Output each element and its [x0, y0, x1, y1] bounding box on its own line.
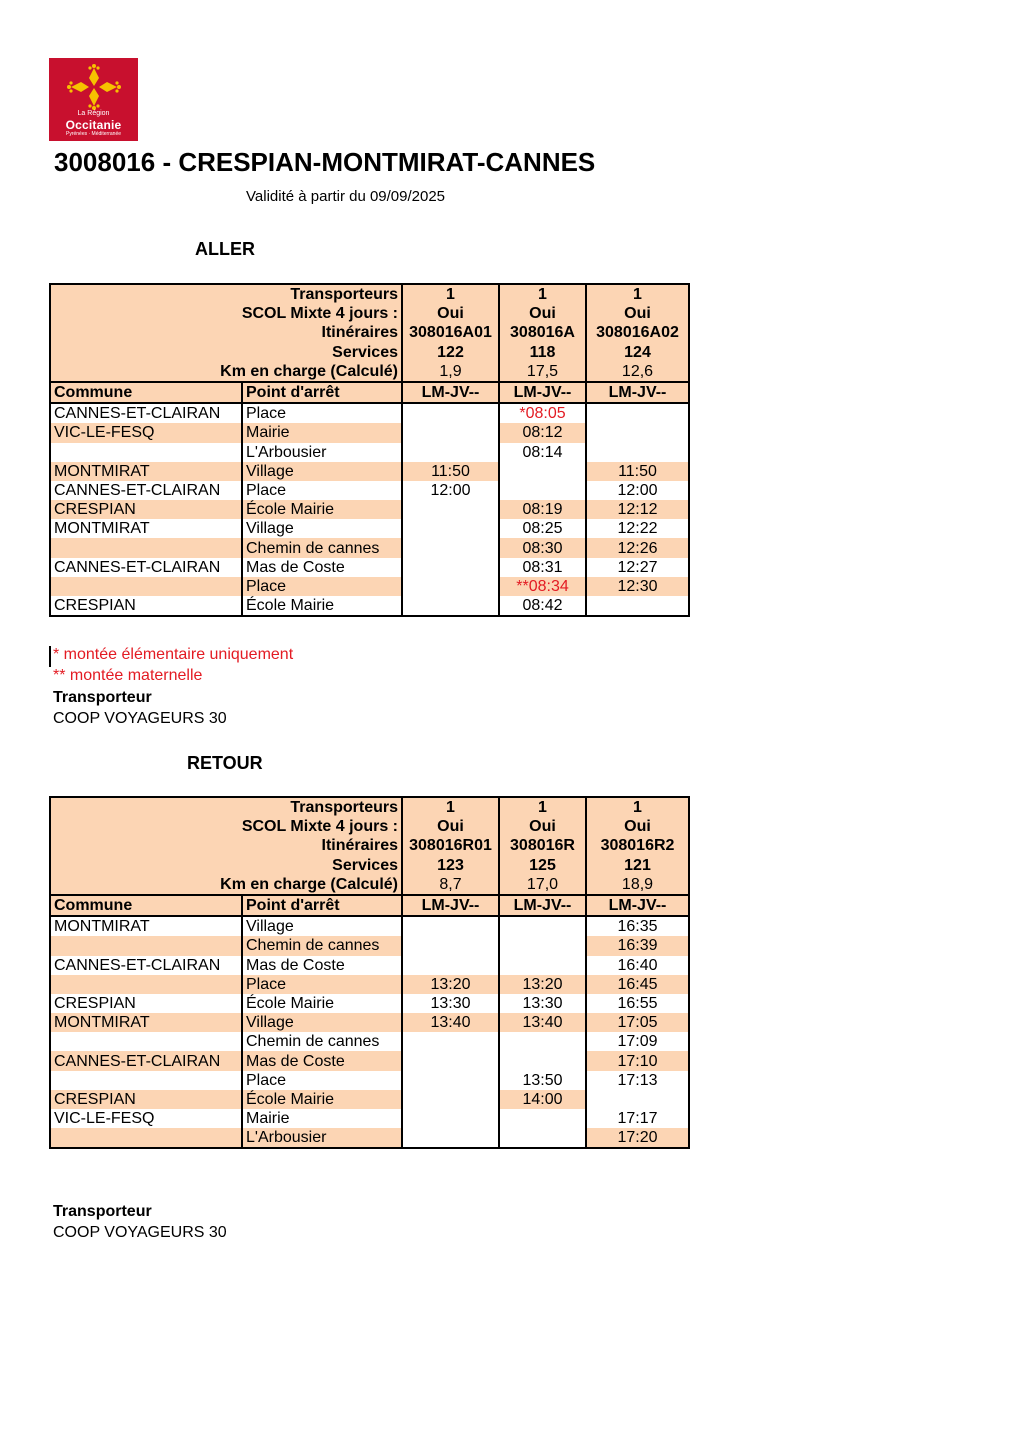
- column-header-row: [50, 895, 689, 916]
- header-value: 308016R: [499, 836, 586, 855]
- time-cell: 12:27: [586, 558, 689, 577]
- time-cell: 12:30: [586, 577, 689, 596]
- header-row: [50, 856, 689, 875]
- time-cell: 08:19: [499, 500, 586, 519]
- header-value: 123: [402, 856, 499, 875]
- commune-cell: CANNES-ET-CLAIRAN: [50, 1051, 242, 1070]
- time-cell: [402, 1032, 499, 1051]
- timetable-row: [50, 577, 689, 596]
- stop-cell: Chemin de cannes: [242, 538, 402, 557]
- retour-carrier-label: Transporteur: [53, 1203, 152, 1220]
- stop-cell: Village: [242, 462, 402, 481]
- time-cell: [586, 1090, 689, 1109]
- time-cell: [499, 1128, 586, 1148]
- timetable-row: [50, 1128, 689, 1148]
- header-value: 12,6: [586, 362, 689, 382]
- stop-cell: Mas de Coste: [242, 558, 402, 577]
- timetable-row: [50, 975, 689, 994]
- retour-carrier-name: COOP VOYAGEURS 30: [53, 1224, 227, 1241]
- stop-cell: École Mairie: [242, 596, 402, 616]
- stop-cell: Mairie: [242, 1109, 402, 1128]
- time-cell: 13:20: [499, 975, 586, 994]
- commune-cell: [50, 975, 242, 994]
- commune-cell: [50, 577, 242, 596]
- time-cell: [402, 1109, 499, 1128]
- header-value: Oui: [586, 817, 689, 836]
- time-cell: 12:00: [586, 481, 689, 500]
- commune-cell: CRESPIAN: [50, 596, 242, 616]
- header-row: [50, 797, 689, 817]
- time-cell: 08:25: [499, 519, 586, 538]
- time-cell: 12:00: [402, 481, 499, 500]
- column-header-days: LM-JV--: [586, 895, 689, 916]
- time-cell: [402, 916, 499, 936]
- aller-carrier-name: COOP VOYAGEURS 30: [53, 710, 227, 727]
- validity-date: Validité à partir du 09/09/2025: [246, 188, 446, 205]
- logo-line-2: Occitanie: [65, 118, 122, 132]
- header-value: 122: [402, 343, 499, 362]
- stop-cell: Village: [242, 519, 402, 538]
- timetable-row: [50, 519, 689, 538]
- time-cell: 08:31: [499, 558, 586, 577]
- time-cell: [402, 956, 499, 975]
- header-value: Oui: [499, 304, 586, 323]
- timetable-row: [50, 916, 689, 936]
- header-value: 125: [499, 856, 586, 875]
- time-cell: 17:17: [586, 1109, 689, 1128]
- header-value: Oui: [586, 304, 689, 323]
- stop-cell: Place: [242, 975, 402, 994]
- time-cell: [402, 403, 499, 423]
- time-cell: 11:50: [586, 462, 689, 481]
- time-cell: *08:05: [499, 403, 586, 423]
- time-cell: 17:09: [586, 1032, 689, 1051]
- stop-cell: Mas de Coste: [242, 956, 402, 975]
- header-value: 308016R2: [586, 836, 689, 855]
- time-cell: 17:13: [586, 1071, 689, 1090]
- header-label: SCOL Mixte 4 jours :: [50, 817, 402, 836]
- commune-cell: [50, 443, 242, 462]
- timetable-row: [50, 1071, 689, 1090]
- time-cell: 16:55: [586, 994, 689, 1013]
- stop-cell: Mas de Coste: [242, 1051, 402, 1070]
- header-value: 1: [402, 284, 499, 304]
- stop-cell: École Mairie: [242, 994, 402, 1013]
- commune-cell: VIC-LE-FESQ: [50, 1109, 242, 1128]
- time-cell: [402, 500, 499, 519]
- commune-cell: [50, 538, 242, 557]
- time-cell: 11:50: [402, 462, 499, 481]
- commune-cell: CRESPIAN: [50, 994, 242, 1013]
- header-value: 308016A02: [586, 323, 689, 342]
- commune-cell: MONTMIRAT: [50, 462, 242, 481]
- time-cell: [499, 1032, 586, 1051]
- commune-cell: [50, 936, 242, 955]
- time-cell: 13:40: [402, 1013, 499, 1032]
- commune-cell: VIC-LE-FESQ: [50, 423, 242, 442]
- time-cell: 08:14: [499, 443, 586, 462]
- header-value: 1: [499, 284, 586, 304]
- header-value: 1,9: [402, 362, 499, 382]
- time-cell: 16:40: [586, 956, 689, 975]
- header-row: [50, 817, 689, 836]
- time-cell: 12:12: [586, 500, 689, 519]
- header-row: [50, 836, 689, 855]
- header-label: Services: [50, 856, 402, 875]
- header-value: Oui: [402, 817, 499, 836]
- header-row: [50, 875, 689, 895]
- time-cell: [402, 596, 499, 616]
- occitan-cross-icon: [63, 64, 125, 110]
- stop-cell: École Mairie: [242, 500, 402, 519]
- stop-cell: Mairie: [242, 423, 402, 442]
- time-cell: [402, 423, 499, 442]
- time-cell: 13:30: [499, 994, 586, 1013]
- timetable-row: [50, 596, 689, 616]
- time-cell: 17:10: [586, 1051, 689, 1070]
- commune-cell: [50, 1071, 242, 1090]
- timetable-row: [50, 403, 689, 423]
- time-cell: [402, 558, 499, 577]
- time-cell: [402, 577, 499, 596]
- time-cell: [586, 443, 689, 462]
- stop-cell: Chemin de cannes: [242, 936, 402, 955]
- header-row: [50, 323, 689, 342]
- header-row: [50, 362, 689, 382]
- column-header-row: [50, 382, 689, 403]
- page-title: 3008016 - CRESPIAN-MONTMIRAT-CANNES: [54, 147, 596, 177]
- commune-cell: MONTMIRAT: [50, 519, 242, 538]
- timetable-row: [50, 1090, 689, 1109]
- header-value: 308016A01: [402, 323, 499, 342]
- column-header-days: LM-JV--: [402, 382, 499, 403]
- time-cell: [586, 596, 689, 616]
- timetable-row: [50, 956, 689, 975]
- note-elementary: * montée élémentaire uniquement: [53, 646, 294, 663]
- timetable-row: [50, 1109, 689, 1128]
- time-cell: [499, 1051, 586, 1070]
- header-label: Km en charge (Calculé): [50, 875, 402, 895]
- stop-cell: Place: [242, 1071, 402, 1090]
- header-value: 17,0: [499, 875, 586, 895]
- commune-cell: MONTMIRAT: [50, 1013, 242, 1032]
- time-cell: 14:00: [499, 1090, 586, 1109]
- commune-cell: MONTMIRAT: [50, 916, 242, 936]
- header-value: 1: [586, 797, 689, 817]
- time-cell: [402, 538, 499, 557]
- aller-timetable: [49, 283, 690, 617]
- header-value: 124: [586, 343, 689, 362]
- commune-cell: CRESPIAN: [50, 1090, 242, 1109]
- header-value: 308016R01: [402, 836, 499, 855]
- header-label: Itinéraires: [50, 836, 402, 855]
- time-cell: [402, 519, 499, 538]
- header-value: 8,7: [402, 875, 499, 895]
- note-maternelle: ** montée maternelle: [53, 667, 203, 684]
- header-row: [50, 304, 689, 323]
- time-cell: 16:45: [586, 975, 689, 994]
- time-cell: 16:39: [586, 936, 689, 955]
- stop-cell: Place: [242, 403, 402, 423]
- time-cell: [402, 1128, 499, 1148]
- header-label: SCOL Mixte 4 jours :: [50, 304, 402, 323]
- timetable-row: [50, 538, 689, 557]
- timetable-row: [50, 1013, 689, 1032]
- time-cell: [499, 956, 586, 975]
- header-label: Km en charge (Calculé): [50, 362, 402, 382]
- timetable-row: [50, 994, 689, 1013]
- header-label: Transporteurs: [50, 797, 402, 817]
- time-cell: 13:20: [402, 975, 499, 994]
- column-header-days: LM-JV--: [402, 895, 499, 916]
- time-cell: [402, 443, 499, 462]
- time-cell: 16:35: [586, 916, 689, 936]
- time-cell: 13:50: [499, 1071, 586, 1090]
- header-value: Oui: [499, 817, 586, 836]
- commune-cell: [50, 1128, 242, 1148]
- header-value: 1: [586, 284, 689, 304]
- header-value: 17,5: [499, 362, 586, 382]
- column-header-days: LM-JV--: [499, 895, 586, 916]
- retour-timetable: [49, 796, 690, 1149]
- time-cell: **08:34: [499, 577, 586, 596]
- header-label: Itinéraires: [50, 323, 402, 342]
- commune-cell: CANNES-ET-CLAIRAN: [50, 403, 242, 423]
- commune-cell: CANNES-ET-CLAIRAN: [50, 481, 242, 500]
- column-header-commune: Commune: [50, 895, 242, 916]
- logo-line-1: La Région: [77, 110, 110, 117]
- stop-cell: École Mairie: [242, 1090, 402, 1109]
- time-cell: [499, 1109, 586, 1128]
- time-cell: 13:30: [402, 994, 499, 1013]
- time-cell: 17:05: [586, 1013, 689, 1032]
- header-row: [50, 343, 689, 362]
- header-label: Services: [50, 343, 402, 362]
- stop-cell: Place: [242, 481, 402, 500]
- retour-heading: RETOUR: [187, 753, 263, 773]
- stop-cell: Village: [242, 916, 402, 936]
- timetable-row: [50, 423, 689, 442]
- header-value: 1: [402, 797, 499, 817]
- time-cell: 13:40: [499, 1013, 586, 1032]
- header-value: 1: [499, 797, 586, 817]
- header-value: 18,9: [586, 875, 689, 895]
- time-cell: [402, 1051, 499, 1070]
- commune-cell: CANNES-ET-CLAIRAN: [50, 956, 242, 975]
- header-value: Oui: [402, 304, 499, 323]
- commune-cell: [50, 1032, 242, 1051]
- timetable-row: [50, 936, 689, 955]
- timetable-row: [50, 500, 689, 519]
- timetable-row: [50, 1051, 689, 1070]
- header-value: 118: [499, 343, 586, 362]
- column-header-stop: Point d'arrêt: [242, 895, 402, 916]
- time-cell: [402, 1071, 499, 1090]
- timetable-row: [50, 558, 689, 577]
- time-cell: 08:30: [499, 538, 586, 557]
- column-header-commune: Commune: [50, 382, 242, 403]
- header-row: [50, 284, 689, 304]
- time-cell: 12:26: [586, 538, 689, 557]
- time-cell: [586, 403, 689, 423]
- timetable-row: [50, 481, 689, 500]
- aller-carrier-label: Transporteur: [53, 689, 152, 706]
- time-cell: 08:12: [499, 423, 586, 442]
- stop-cell: L'Arbousier: [242, 443, 402, 462]
- commune-cell: CANNES-ET-CLAIRAN: [50, 558, 242, 577]
- time-cell: [499, 481, 586, 500]
- commune-cell: CRESPIAN: [50, 500, 242, 519]
- time-cell: [499, 462, 586, 481]
- timetable-row: [50, 462, 689, 481]
- time-cell: 12:22: [586, 519, 689, 538]
- time-cell: 17:20: [586, 1128, 689, 1148]
- note-divider: [49, 646, 51, 667]
- stop-cell: Village: [242, 1013, 402, 1032]
- stop-cell: Chemin de cannes: [242, 1032, 402, 1051]
- header-value: 308016A: [499, 323, 586, 342]
- column-header-days: LM-JV--: [586, 382, 689, 403]
- aller-heading: ALLER: [195, 239, 255, 259]
- time-cell: 08:42: [499, 596, 586, 616]
- time-cell: [586, 423, 689, 442]
- time-cell: [402, 936, 499, 955]
- stop-cell: L'Arbousier: [242, 1128, 402, 1148]
- timetable-row: [50, 1032, 689, 1051]
- logo-line-3: Pyrénées · Méditerranée: [65, 131, 122, 137]
- time-cell: [402, 1090, 499, 1109]
- stop-cell: Place: [242, 577, 402, 596]
- timetable-row: [50, 443, 689, 462]
- column-header-days: LM-JV--: [499, 382, 586, 403]
- header-label: Transporteurs: [50, 284, 402, 304]
- time-cell: [499, 936, 586, 955]
- time-cell: [499, 916, 586, 936]
- column-header-stop: Point d'arrêt: [242, 382, 402, 403]
- region-logo: [49, 58, 138, 141]
- header-value: 121: [586, 856, 689, 875]
